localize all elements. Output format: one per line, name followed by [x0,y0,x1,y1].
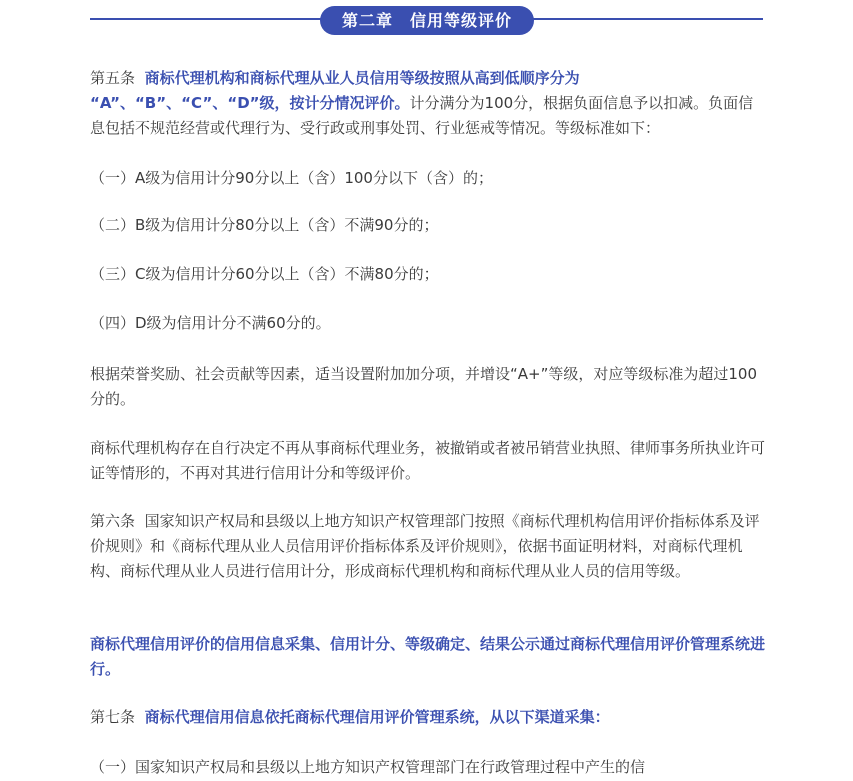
article-7-label: 第七条 [90,708,136,726]
article-7-paragraph [90,705,766,730]
grade-d-item: （四）D级为信用计分不满60分的。 [90,314,331,332]
chapter-title: 第二章 信用等级评价 [320,6,534,35]
bonus-paragraph: 根据荣誉奖励、社会贡献等因素，适当设置附加加分项，并增设“A+”等级，对应等级标准为超过100分的。 [90,365,758,408]
chapter-header [0,0,853,40]
channel-1-item: （一）国家知识产权局和县级以上地方知识产权管理部门在行政管理过程中产生的信 [90,758,646,776]
system-paragraph: 商标代理信用评价的信用信息采集、信用计分、等级确定、结果公示通过商标代理信用评价管理系统进行。 [90,635,766,678]
grade-c-item: （三）C级为信用计分60分以上（含）不满80分的； [90,265,439,283]
grade-b-item: （二）B级为信用计分80分以上（含）不满90分的； [90,216,439,234]
grade-a-item: （一）A级为信用计分90分以上（含）100分以下（含）的； [90,169,493,187]
article-6-paragraph [90,509,766,584]
exit-paragraph: 商标代理机构存在自行决定不再从事商标代理业务，被撤销或者被吊销营业执照、律师事务所执业许可证等情形的，不再对其进行信用计分和等级评价。 [90,439,766,482]
article-6-label: 第六条 [90,512,136,530]
article-5-body: 计分满分为100分，根据负面信息予以扣减。负面信息包括不规范经营或代理行为、受行政或刑事处罚、行业惩戒等情况。等级标准如下： [90,94,754,137]
article-5-paragraph [90,66,766,141]
article-5-highlight: 商标代理机构和商标代理从业人员信用等级按照从高到低顺序分为 “A”、“B”、“C”、“D”级，按计分情况评价。 [90,69,580,112]
article-7-highlight: 商标代理信用信息依托商标代理信用评价管理系统，从以下渠道采集： [144,708,610,726]
article-5-label: 第五条 [90,69,136,87]
article-6-body: 国家知识产权局和县级以上地方知识产权管理部门按照《商标代理机构信用评价指标体系及评价规则》和《商标代理从业人员信用评价指标体系及评价规则》，依据书面证明材料，对商标代理机构、商标代理从业人员进行信用计分，形成商标代理机构和商标代理从业人员的信用等级。 [90,512,760,580]
